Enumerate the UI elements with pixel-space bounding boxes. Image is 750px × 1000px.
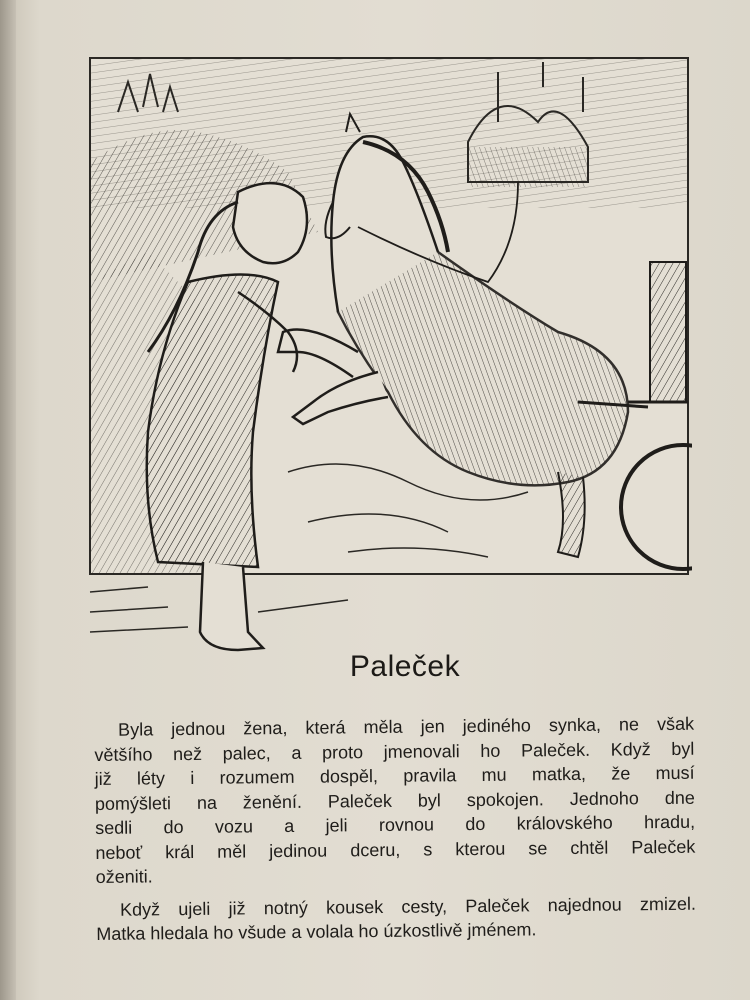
text-line: oženiti. (95, 866, 153, 887)
text-line: již léty i rozumem dospěl, pravila mu matka, že musí (94, 762, 695, 789)
text-line: většího než palec, a proto jmenovali ho Paleček. Když byl (94, 738, 695, 765)
page-gutter (0, 0, 16, 1000)
text-line: Matka hledala ho všude a volala ho úzkostlivě jménem. (96, 919, 537, 944)
text-line: pomýšleti na ženění. Paleček byl spokojen. Jednoho dne (94, 787, 695, 814)
illustration-drawing (88, 52, 692, 652)
paragraph-1 (94, 712, 696, 890)
text-line: Když ujeli již notný kousek cesty, Paleček najednou zmizel. (119, 893, 697, 920)
text-line: sedli do vozu a jeli rovnou do královského hradu, (95, 811, 696, 838)
woodcut-illustration (88, 52, 692, 652)
story-title: Paleček (349, 650, 461, 683)
text-line: Byla jednou žena, která měla jen jediného synka, ne však (118, 713, 695, 740)
paragraph-2 (96, 891, 696, 946)
story-text (94, 712, 696, 947)
text-line: neboť král měl jedinou dceru, s kterou se chtěl Paleček (95, 836, 696, 863)
